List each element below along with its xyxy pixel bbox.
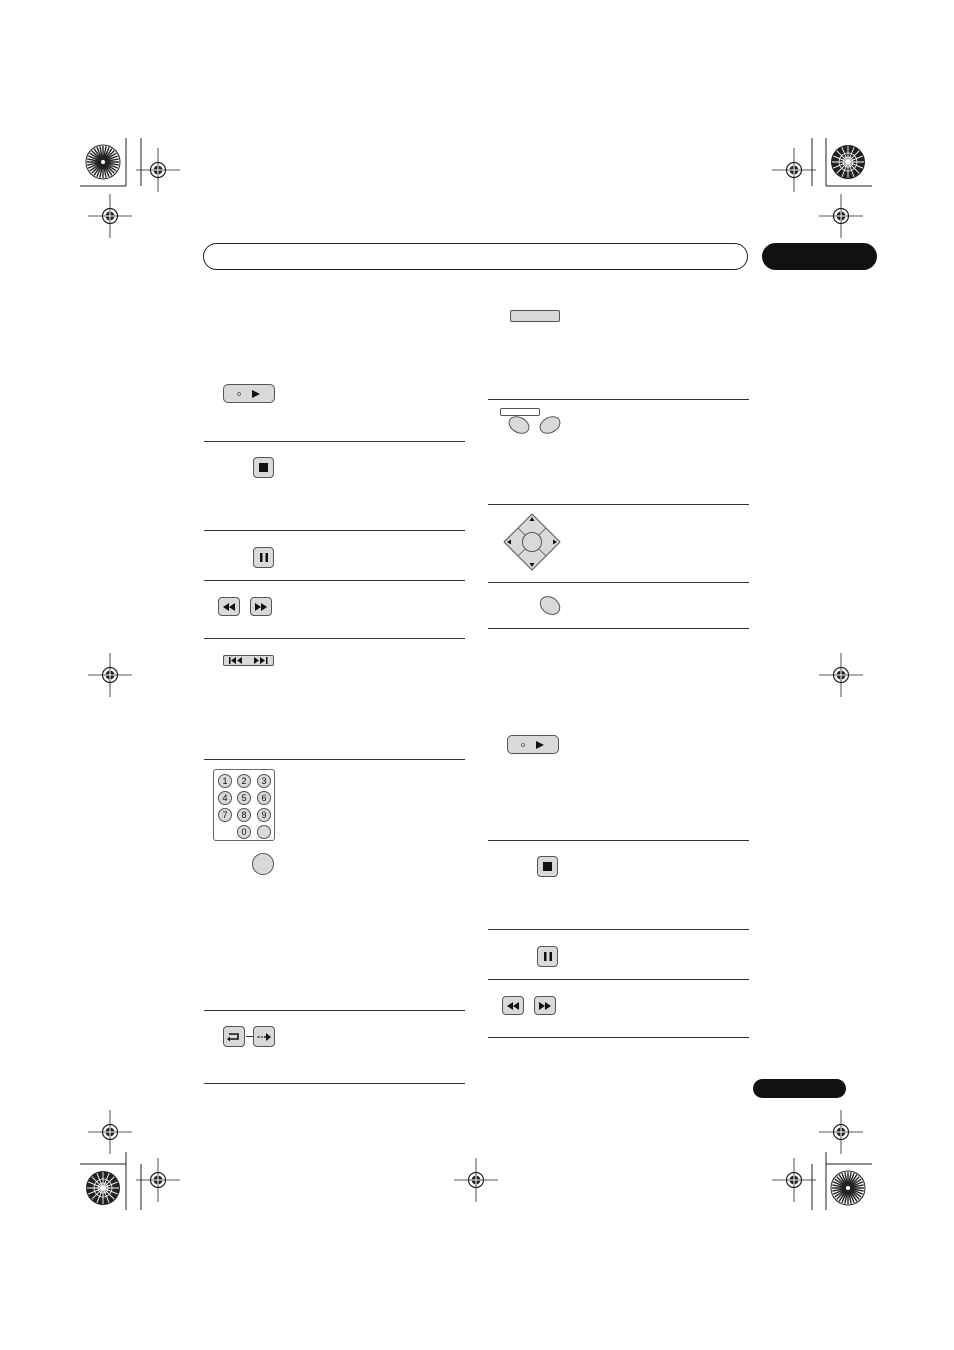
- section-divider: [204, 638, 465, 639]
- play-button-icon: [223, 384, 275, 403]
- previous-next-button-icon: [223, 655, 274, 666]
- section-divider: [488, 504, 749, 505]
- skip-button-icon: [253, 1026, 275, 1047]
- section-divider: [204, 759, 465, 760]
- chapter-tab: [762, 243, 877, 270]
- section-divider: [488, 628, 749, 629]
- section-divider: [204, 441, 465, 442]
- section-divider: [488, 979, 749, 980]
- numpad-key: 8: [237, 808, 251, 822]
- number-keypad-icon: [213, 769, 275, 841]
- fast-forward-button-icon: [250, 597, 272, 616]
- numpad-key: 0: [237, 825, 251, 839]
- rewind-button-icon: [218, 597, 240, 616]
- numpad-key: 5: [237, 791, 251, 805]
- fast-forward-button-icon: [534, 996, 556, 1015]
- numpad-blank-key: [257, 825, 271, 839]
- small-label-key-icon: [500, 408, 540, 416]
- direction-pad-icon: [503, 513, 561, 571]
- section-divider: [488, 929, 749, 930]
- numpad-key: 3: [257, 774, 271, 788]
- numpad-key: 1: [218, 774, 232, 788]
- rewind-button-icon: [502, 996, 524, 1015]
- page-number-tab: [753, 1079, 846, 1098]
- section-divider: [204, 1010, 465, 1011]
- section-divider: [488, 1037, 749, 1038]
- connector-line: [246, 1036, 253, 1037]
- stop-button-icon: [253, 457, 274, 478]
- numpad-key: 7: [218, 808, 232, 822]
- header-title-bar: [203, 243, 748, 270]
- section-divider: [488, 582, 749, 583]
- pause-button-icon: [253, 547, 274, 568]
- play-button-icon: [507, 735, 559, 754]
- section-divider: [488, 840, 749, 841]
- replay-button-icon: [223, 1026, 245, 1047]
- section-divider: [488, 399, 749, 400]
- numpad-key: 4: [218, 791, 232, 805]
- section-divider: [204, 580, 465, 581]
- wide-key-icon: [510, 310, 560, 322]
- stop-button-icon: [537, 856, 558, 877]
- enter-button-icon: [252, 853, 274, 875]
- numpad-key: 6: [257, 791, 271, 805]
- section-divider: [204, 1083, 465, 1084]
- numpad-key: 9: [257, 808, 271, 822]
- numpad-key: 2: [237, 774, 251, 788]
- section-divider: [204, 530, 465, 531]
- pause-button-icon: [537, 946, 558, 967]
